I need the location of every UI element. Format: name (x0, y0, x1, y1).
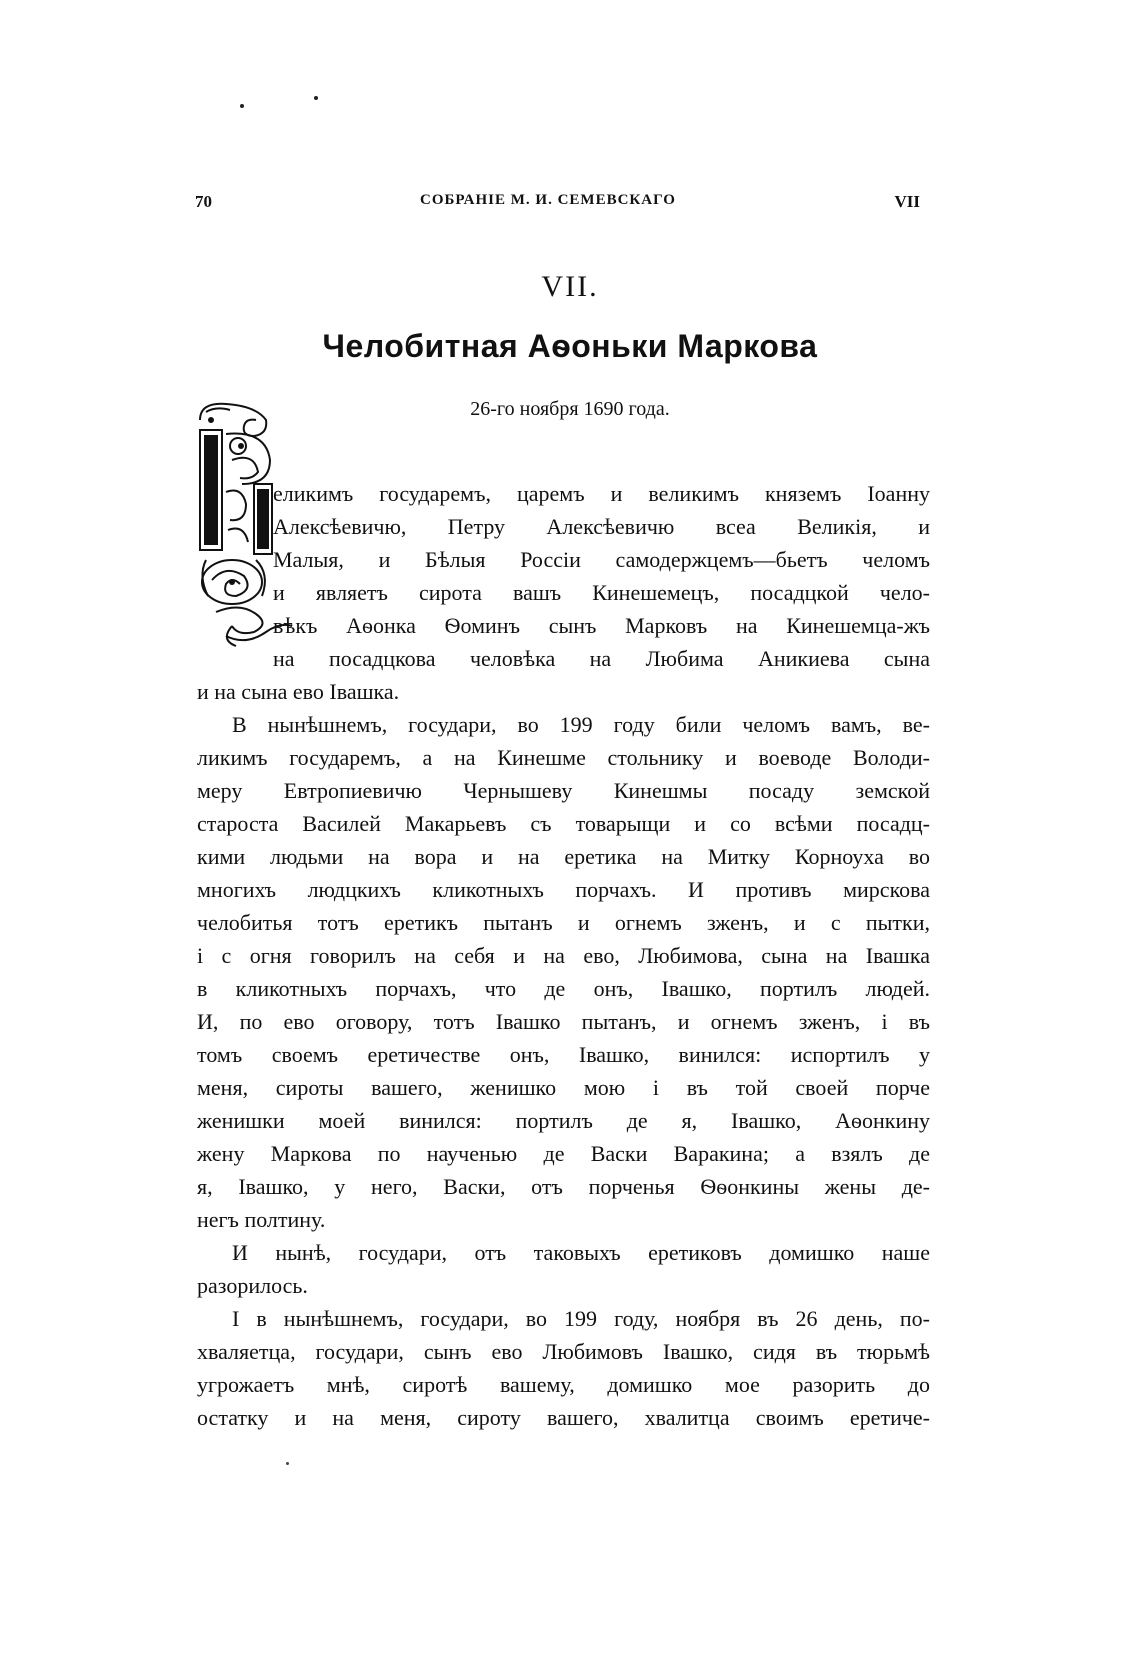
paragraph (197, 708, 930, 1236)
text-line: челобитья тотъ еретикъ пытанъ и огнемъ зженъ, и с пытки, (197, 910, 930, 935)
text-line: хваляетца, государи, сынъ ево Любимовъ Iвашко, сидя въ тюрьмѣ (197, 1339, 930, 1364)
section-number: VII (894, 192, 920, 211)
text-line: женишки моей винился: портилъ де я, Iвашко, Аѳонкину (197, 1108, 930, 1133)
text-line: кими людьми на вора и на еретика на Митку Корноуха во (197, 844, 930, 869)
text-line: томъ своемъ еретичестве онъ, Iвашко, винился: испортилъ у (197, 1042, 930, 1067)
text-line: И, по ево оговору, тотъ Iвашко пытанъ, и огнемъ зженъ, i въ (197, 1009, 930, 1034)
text-line: многихъ людцкихъ кликотныхъ порчахъ. И противъ мирскова (197, 877, 930, 902)
running-head (195, 192, 920, 220)
text-line: меру Евтропиевичю Чернышеву Кинешмы посаду земской (197, 778, 930, 803)
paragraph (197, 477, 930, 708)
text-line: В нынѣшнемъ, государи, во 199 году били челомъ вамъ, ве- (232, 712, 930, 737)
text-line: Малыя, и Бѣлыя Россiи самодержцемъ—бьетъ челомъ (273, 547, 930, 572)
text-line: i с огня говорилъ на себя и на ево, Любимова, сына на Iвашка (197, 943, 930, 968)
text-line: И нынѣ, государи, отъ таковыхъ еретиковъ домишко наше (232, 1240, 930, 1265)
paragraph (197, 1302, 930, 1434)
page-number: 70 (195, 192, 212, 211)
text-line: и являетъ сирота вашъ Кинешемецъ, посадцкой чело- (273, 580, 930, 605)
text-line: в кликотныхъ порчахъ, что де онъ, Iвашко, портилъ людей. (197, 976, 930, 1001)
print-speck (240, 104, 244, 108)
text-line: негъ полтину. (197, 1207, 326, 1232)
document-date: 26-го ноября 1690 года. (470, 398, 670, 420)
text-line: ликимъ государемъ, а на Кинешме стольнику и воеводе Володи- (197, 745, 930, 770)
text-line: староста Василей Макарьевъ съ товарыщи и со всѣми посадц- (197, 811, 930, 836)
text-line: разорилось. (197, 1273, 308, 1298)
chapter-number: VII. (541, 270, 599, 303)
text-line: остатку и на меня, сироту вашего, хвалитца своимъ еретиче- (197, 1405, 930, 1430)
document-body (197, 477, 930, 1434)
paragraph (197, 1236, 930, 1302)
text-line: Алексѣевичю, Петру Алексѣевичю всеа Великiя, и (273, 514, 930, 539)
running-title: СОБРАНIЕ М. И. СЕМЕВСКАГО (420, 192, 676, 208)
text-line: угрожаетъ мнѣ, сиротѣ вашему, домишко мое разорить до (197, 1372, 930, 1397)
print-speck (314, 96, 318, 100)
text-line: вѣкъ Аѳонка Ѳоминъ сынъ Марковъ на Кинешемца-жъ (273, 613, 930, 638)
text-line: и на сына ево Iвашка. (197, 679, 400, 704)
print-speck (286, 1462, 289, 1465)
text-line: на посадцкова человѣка на Любима Аникиева сына (273, 646, 930, 671)
text-line: я, Iвашко, у него, Васки, отъ порченья Ѳѳонкины жены де- (197, 1174, 930, 1199)
text-line: I в нынѣшнемъ, государи, во 199 году, ноября въ 26 день, по- (232, 1306, 930, 1331)
document-title: Челобитная Аѳоньки Маркова (322, 328, 818, 364)
text-line: еликимъ государемъ, царемъ и великимъ княземъ Iоанну (273, 481, 930, 506)
text-line: меня, сироты вашего, женишко мою i въ той своей порче (197, 1075, 930, 1100)
text-line: жену Маркова по наученью де Васки Варакина; а взялъ де (197, 1141, 930, 1166)
